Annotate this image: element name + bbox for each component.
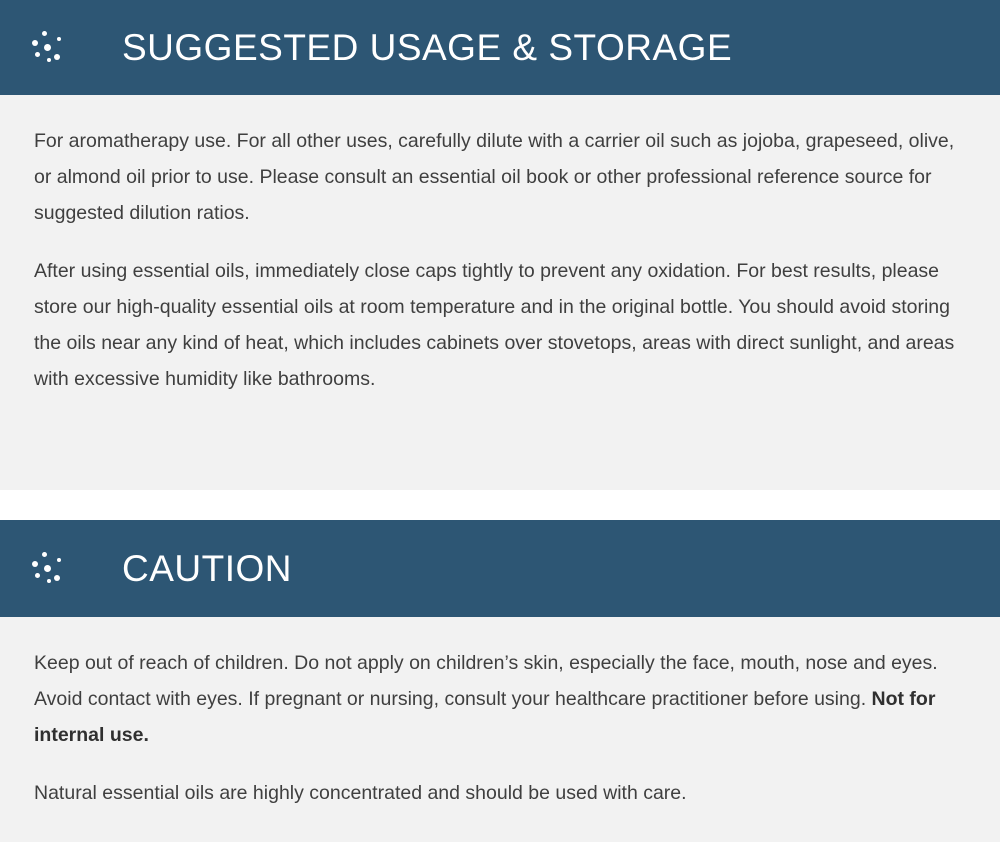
section-title-caution: CAUTION — [122, 548, 292, 589]
paragraph-caution-main — [34, 645, 966, 753]
scatter-dots-icon — [30, 27, 72, 69]
caution-lead-text: Keep out of reach of children. Do not apply on children’s skin, especially the face, mouth, nose and eyes. Avoid contact with eyes. If pregnant or nursing, consult your healthcare practitioner before using. — [34, 652, 938, 710]
section-header-suggested-usage-storage — [0, 0, 1000, 95]
paragraph-storage-instructions: After using essential oils, immediately close caps tightly to prevent any oxidation. For best results, please store our high-quality essential oils at room temperature and in the original bottle. You should avoid storing the oils near any kind of heat, which includes cabinets over stovetops, areas with direct sunlight, and areas with excessive humidity like bathrooms. — [34, 260, 955, 390]
scatter-dots-icon — [30, 548, 72, 590]
caution-bold-note: Not for internal use. — [34, 688, 936, 746]
section-caution — [0, 520, 1000, 842]
section-divider — [0, 490, 1000, 520]
section-body-caution — [0, 617, 1000, 842]
paragraph-caution-concentration: Natural essential oils are highly concentrated and should be used with care. — [34, 782, 687, 804]
section-body-suggested-usage-storage — [0, 95, 1000, 490]
section-title-suggested-usage-storage: SUGGESTED USAGE & STORAGE — [122, 27, 733, 68]
paragraph-usage-dilution: For aromatherapy use. For all other uses, carefully dilute with a carrier oil such as jojoba, grapeseed, olive, or almond oil prior to use. Please consult an essential oil book or other professional reference source for suggested dilution ratios. — [34, 130, 955, 224]
section-header-caution — [0, 520, 1000, 617]
